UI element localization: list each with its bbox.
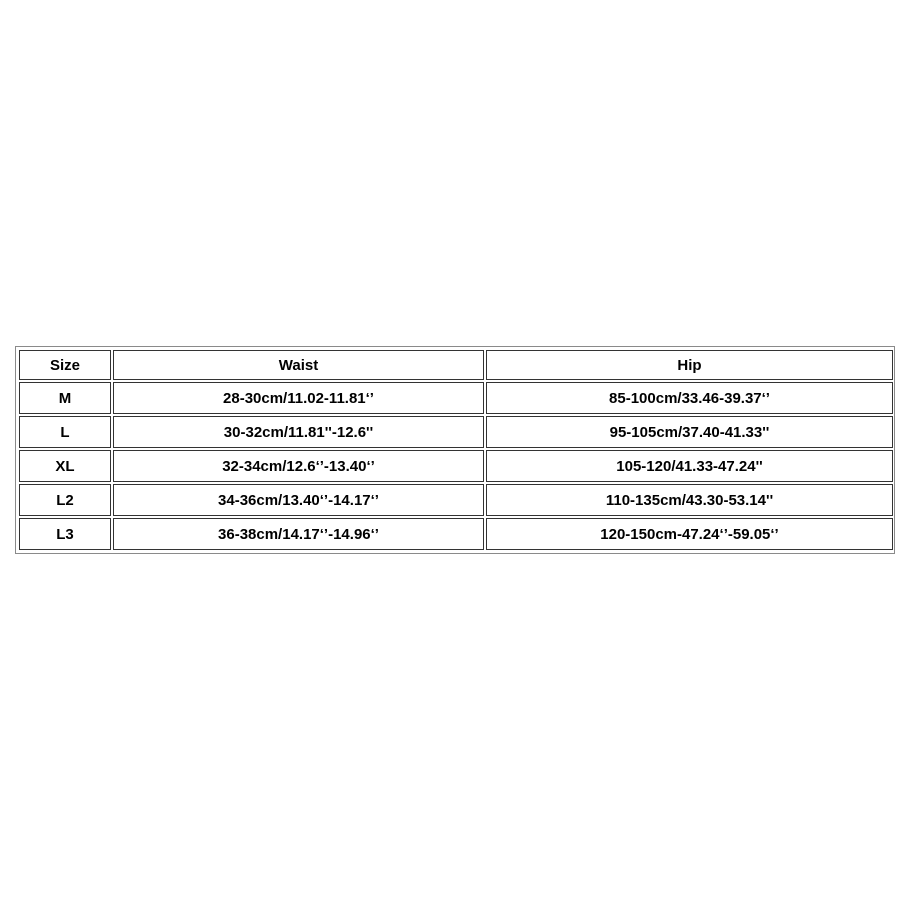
header-size: Size — [19, 350, 111, 380]
waist-cell: 28-30cm/11.02-11.81‘’ — [113, 382, 484, 414]
hip-cell: 120-150cm-47.24‘’-59.05‘’ — [486, 518, 893, 550]
table-row — [19, 450, 893, 482]
hip-cell: 110-135cm/43.30-53.14'' — [486, 484, 893, 516]
size-chart — [15, 346, 895, 554]
size-cell: L — [19, 416, 111, 448]
waist-cell: 34-36cm/13.40‘’-14.17‘’ — [113, 484, 484, 516]
size-cell: M — [19, 382, 111, 414]
size-cell: L3 — [19, 518, 111, 550]
waist-cell: 30-32cm/11.81''-12.6'' — [113, 416, 484, 448]
table-row — [19, 518, 893, 550]
waist-cell: 32-34cm/12.6‘’-13.40‘’ — [113, 450, 484, 482]
hip-cell: 85-100cm/33.46-39.37‘’ — [486, 382, 893, 414]
table-row — [19, 416, 893, 448]
size-cell: XL — [19, 450, 111, 482]
size-cell: L2 — [19, 484, 111, 516]
header-row — [19, 350, 893, 380]
hip-cell: 105-120/41.33-47.24'' — [486, 450, 893, 482]
waist-cell: 36-38cm/14.17‘’-14.96‘’ — [113, 518, 484, 550]
size-chart-table — [17, 348, 895, 552]
hip-cell: 95-105cm/37.40-41.33'' — [486, 416, 893, 448]
header-waist: Waist — [113, 350, 484, 380]
header-hip: Hip — [486, 350, 893, 380]
table-row — [19, 484, 893, 516]
table-row — [19, 382, 893, 414]
